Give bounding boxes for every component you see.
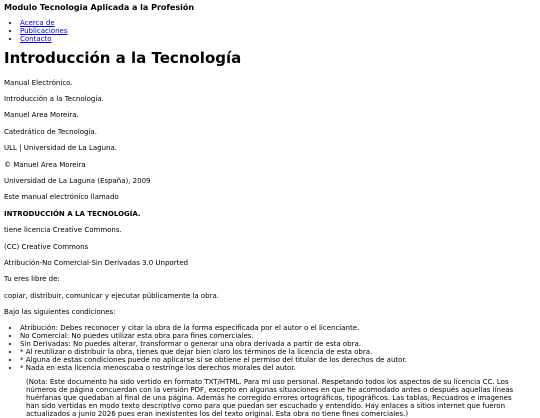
list-item: • * Nada en esta licencia menoscaba o restringe los derechos morales del autor. xyxy=(20,364,536,372)
site-title: Modulo Tecnologia Aplicada a la Profesión xyxy=(4,3,195,12)
paragraph: Bajo las siguientes condiciones: xyxy=(4,308,116,317)
paragraph: Manuel Area Moreira. xyxy=(4,111,79,120)
nav-item-publicaciones xyxy=(20,27,536,35)
paragraph: Manual Electrónico. xyxy=(4,78,73,87)
list-item: • * Al reutilizar o distribuir la obra, tienes que dejar bien claro los términos de la licencia de esta obra. xyxy=(20,348,536,356)
list-item: • No Comercial: No puedes utilizar esta obra para fines comerciales. xyxy=(20,332,536,340)
nav-link-publicaciones[interactable]: Publicaciones xyxy=(20,26,68,35)
paragraph: (CC) Creative Commons xyxy=(4,242,89,251)
nav-link-contacto[interactable]: Contacto xyxy=(20,34,52,43)
paragraph: copiar, distribuir, comunicar y ejecutar públicamente la obra. xyxy=(4,291,220,300)
nav-item-contacto xyxy=(20,35,536,43)
paragraph: ULL | Universidad de La Laguna. xyxy=(4,144,117,153)
paragraph: Tu eres libre de: xyxy=(4,275,60,284)
book-title: INTRODUCCIÓN A LA TECNOLOGÍA. xyxy=(4,209,141,218)
paragraph: Atribución-No Comercial-Sin Derivadas 3.0 Unported xyxy=(4,258,189,267)
conditions-list xyxy=(4,324,536,372)
paragraph: Introducción a la Tecnología. xyxy=(4,94,104,103)
list-item: • Atribución: Debes reconocer y citar la obra de la forma especificada por el autor o el licenciante. xyxy=(20,324,536,332)
paragraph: Este manual electrónico llamado xyxy=(4,193,119,202)
page-title: Introducción a la Tecnología xyxy=(4,48,242,67)
list-item: • * Alguna de estas condiciones puede no aplicarse si se obtiene el permiso del titular de los derechos de autor. xyxy=(20,356,536,364)
note-paragraph: (Nota: Este documento ha sido vertido en formato TXT/HTML. Para mi uso personal. Respetando todos los aspectos de su licencia CC. Los números de página concuerdan con la versión PDF, excepto en algunas situaciones en que he acomodado antes o después aquellas líneas huérfanas que quedaban al final de una página. Además he corregido errores ortográficos, tipográficos. Las tablas, Recuadros e imagenes han sido vertidas en modo texto descriptivo como para que puedan ser escuchado y entendido. Hay enlaces a sitios internet que fueron actualizados a junio 2026 pues eran inexistentes los del texto original. Esta obra no tiene fines comerciales.) xyxy=(26,378,514,418)
paragraph: tiene licencia Creative Commons. xyxy=(4,226,122,235)
list-item: • Sin Derivadas: No puedes alterar, transformar o generar una obra derivada a partir de esta obra. xyxy=(20,340,536,348)
nav-list xyxy=(4,19,536,43)
nav-item-acerca xyxy=(20,19,536,27)
nav-link-acerca[interactable]: Acerca de xyxy=(20,18,55,27)
paragraph: Universidad de La Laguna (España), 2009 xyxy=(4,176,151,185)
paragraph: Catedrático de Tecnología. xyxy=(4,127,97,136)
paragraph: © Manuel Area Moreira xyxy=(4,160,86,169)
